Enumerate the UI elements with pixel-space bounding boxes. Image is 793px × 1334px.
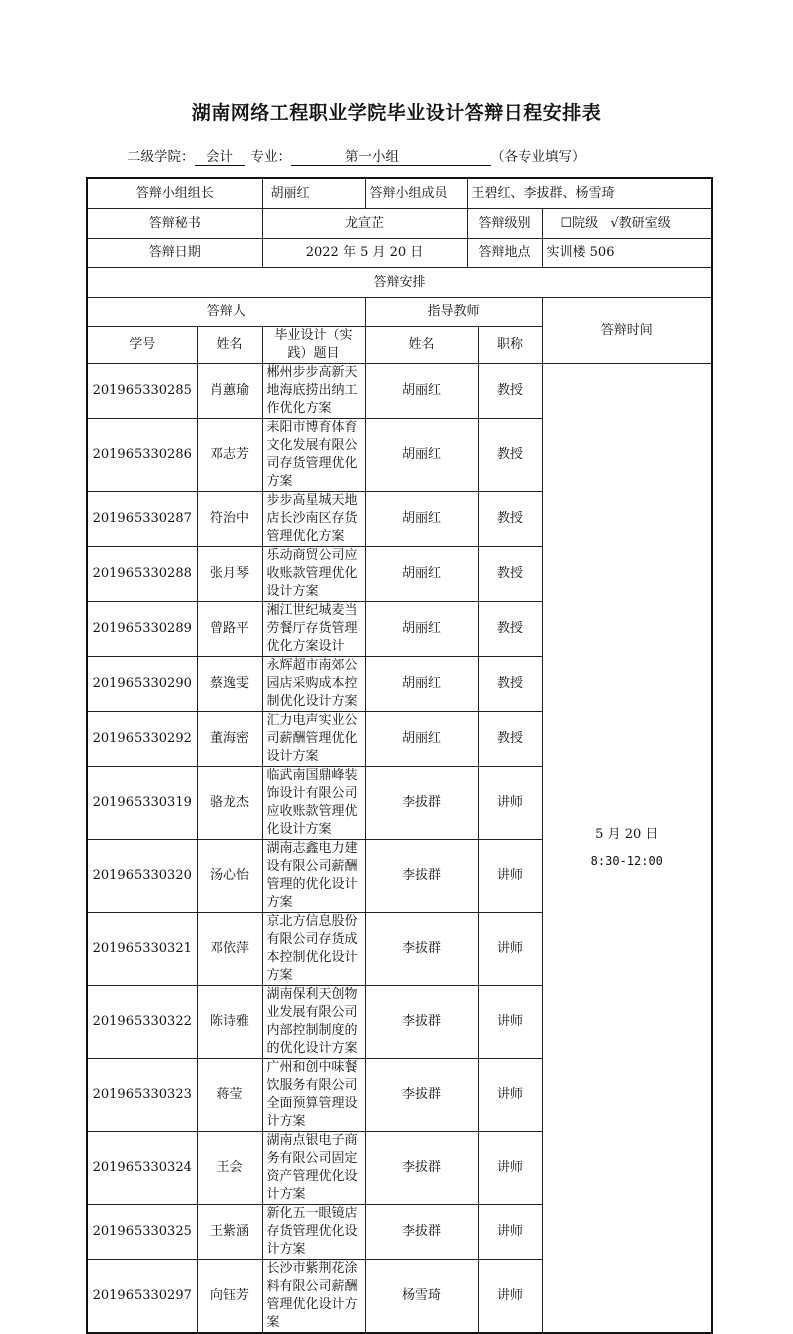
topic-cell: 郴州步步高新天地海底捞出纳工作优化方案 — [262, 364, 365, 419]
student-name-cell: 张月琴 — [197, 547, 262, 602]
header-info-line — [127, 145, 586, 166]
info-row-date — [87, 239, 712, 268]
student-name-cell: 骆龙杰 — [197, 767, 262, 840]
teacher-name-cell: 杨雪琦 — [365, 1260, 478, 1334]
teacher-title-cell: 讲师 — [478, 986, 542, 1059]
teacher-name-cell: 李拔群 — [365, 767, 478, 840]
defender-header: 答辩人 — [87, 298, 365, 327]
teacher-title-cell: 讲师 — [478, 1260, 542, 1334]
teacher-title-cell: 讲师 — [478, 1132, 542, 1205]
student-id-cell: 201965330324 — [87, 1132, 197, 1205]
teacher-title-cell: 教授 — [478, 547, 542, 602]
topic-cell: 耒阳市博育体育文化发展有限公司存货管理优化方案 — [262, 419, 365, 492]
student-name-cell: 邓依萍 — [197, 913, 262, 986]
teacher-title-cell: 教授 — [478, 492, 542, 547]
teacher-name-cell: 李拔群 — [365, 913, 478, 986]
student-id-cell: 201965330323 — [87, 1059, 197, 1132]
topic-cell: 汇力电声实业公司薪酬管理优化设计方案 — [262, 712, 365, 767]
topic-cell: 步步高星城天地店长沙南区存货管理优化方案 — [262, 492, 365, 547]
level-option-college: ☐院级 — [560, 215, 599, 231]
student-name-cell: 蔡逸雯 — [197, 657, 262, 712]
student-name-cell: 陈诗雅 — [197, 986, 262, 1059]
major-label: 专业： — [250, 149, 291, 165]
leader-label: 答辩小组组长 — [87, 178, 262, 209]
student-id-cell: 201965330325 — [87, 1205, 197, 1260]
time-header: 答辩时间 — [542, 298, 712, 364]
student-name-cell: 邓志芳 — [197, 419, 262, 492]
student-name-cell: 符治中 — [197, 492, 262, 547]
teacher-name-cell: 胡丽红 — [365, 602, 478, 657]
topic-cell: 湖南志鑫电力建设有限公司薪酬管理的优化设计方案 — [262, 840, 365, 913]
teacher-title-cell: 教授 — [478, 602, 542, 657]
secretary-value: 龙宣芷 — [262, 209, 467, 239]
teacher-title-cell: 讲师 — [478, 1059, 542, 1132]
place-value: 实训楼 506 — [542, 239, 712, 268]
topic-cell: 湖南保利天创物业发展有限公司内部控制制度的的优化设计方案 — [262, 986, 365, 1059]
teacher-title-cell: 教授 — [478, 419, 542, 492]
info-row-secretary — [87, 209, 712, 239]
topic-cell: 新化五一眼镜店存货管理优化设计方案 — [262, 1205, 365, 1260]
topic-cell: 临武南国鼎峰装饰设计有限公司应收账款管理优化设计方案 — [262, 767, 365, 840]
date-value: 2022 年 5 月 20 日 — [262, 239, 467, 268]
student-name-cell: 董海密 — [197, 712, 262, 767]
student-id-cell: 201965330290 — [87, 657, 197, 712]
student-id-cell: 201965330322 — [87, 986, 197, 1059]
teacher-name-cell: 李拔群 — [365, 1205, 478, 1260]
teacher-title-cell: 讲师 — [478, 767, 542, 840]
student-id-cell: 201965330320 — [87, 840, 197, 913]
student-id-cell: 201965330286 — [87, 419, 197, 492]
date-label: 答辩日期 — [87, 239, 262, 268]
teacher-name-cell: 李拔群 — [365, 986, 478, 1059]
defense-time-range: 8:30-12:00 — [590, 854, 663, 868]
student-name-cell: 王紫涵 — [197, 1205, 262, 1260]
student-id-cell: 201965330319 — [87, 767, 197, 840]
section-title: 答辩安排 — [87, 268, 712, 298]
secretary-label: 答辩秘书 — [87, 209, 262, 239]
teacher-name-cell: 胡丽红 — [365, 419, 478, 492]
defense-time-cell — [542, 364, 712, 1334]
members-value: 王碧红、李拔群、杨雪琦 — [467, 178, 712, 209]
topic-cell: 长沙市紫荆花涂料有限公司薪酬管理优化设计方案 — [262, 1260, 365, 1334]
teacher-name-cell: 胡丽红 — [365, 364, 478, 419]
student-id-cell: 201965330297 — [87, 1260, 197, 1334]
teacher-name-cell: 胡丽红 — [365, 712, 478, 767]
teacher-name-cell: 胡丽红 — [365, 547, 478, 602]
topic-cell: 乐动商贸公司应收账款管理优化设计方案 — [262, 547, 365, 602]
group-header-row — [87, 298, 712, 327]
student-name-cell: 肖蕙瑜 — [197, 364, 262, 419]
topic-cell: 广州和创中味餐饮服务有限公司全面预算管理设计方案 — [262, 1059, 365, 1132]
level-option-department: √教研室级 — [610, 215, 671, 231]
college-value: 会计 — [195, 150, 245, 166]
student-id-cell: 201965330321 — [87, 913, 197, 986]
info-row-leader — [87, 178, 712, 209]
col-header-topic: 毕业设计（实践）题目 — [262, 327, 365, 364]
teacher-header: 指导教师 — [365, 298, 542, 327]
college-label: 二级学院： — [127, 149, 195, 165]
teacher-name-cell: 李拔群 — [365, 1132, 478, 1205]
defense-date: 5 月 20 日 — [595, 827, 659, 842]
student-name-cell: 汤心怡 — [197, 840, 262, 913]
teacher-title-cell: 教授 — [478, 657, 542, 712]
fill-note: （各专业填写） — [491, 149, 586, 165]
student-name-cell: 曾路平 — [197, 602, 262, 657]
student-name-cell: 王会 — [197, 1132, 262, 1205]
leader-value: 胡丽红 — [262, 178, 365, 209]
teacher-title-cell: 教授 — [478, 712, 542, 767]
teacher-title-cell: 教授 — [478, 364, 542, 419]
teacher-title-cell: 讲师 — [478, 840, 542, 913]
col-header-name: 姓名 — [197, 327, 262, 364]
topic-cell: 湘江世纪城麦当劳餐厅存货管理优化方案设计 — [262, 602, 365, 657]
topic-cell: 永辉超市南郊公园店采购成本控制优化设计方案 — [262, 657, 365, 712]
major-value: 第一小组 — [291, 150, 491, 166]
teacher-name-cell: 胡丽红 — [365, 492, 478, 547]
student-id-cell: 201965330285 — [87, 364, 197, 419]
col-header-id: 学号 — [87, 327, 197, 364]
document-title: 湖南网络工程职业学院毕业设计答辩日程安排表 — [191, 102, 602, 124]
student-name-cell: 蒋莹 — [197, 1059, 262, 1132]
teacher-name-cell: 李拔群 — [365, 840, 478, 913]
col-header-teacher-name: 姓名 — [365, 327, 478, 364]
table-row — [87, 364, 712, 419]
student-id-cell: 201965330292 — [87, 712, 197, 767]
topic-cell: 湖南点银电子商务有限公司固定资产管理优化设计方案 — [262, 1132, 365, 1205]
section-title-row — [87, 268, 712, 298]
place-label: 答辩地点 — [467, 239, 542, 268]
student-id-cell: 201965330289 — [87, 602, 197, 657]
student-id-cell: 201965330288 — [87, 547, 197, 602]
topic-cell: 京北方信息股份有限公司存货成本控制优化设计方案 — [262, 913, 365, 986]
schedule-table — [86, 177, 713, 1334]
level-label: 答辩级别 — [467, 209, 542, 239]
student-id-cell: 201965330287 — [87, 492, 197, 547]
teacher-title-cell: 讲师 — [478, 913, 542, 986]
teacher-name-cell: 胡丽红 — [365, 657, 478, 712]
col-header-teacher-title: 职称 — [478, 327, 542, 364]
members-label: 答辩小组成员 — [365, 178, 467, 209]
student-name-cell: 向钰芳 — [197, 1260, 262, 1334]
teacher-title-cell: 讲师 — [478, 1205, 542, 1260]
teacher-name-cell: 李拔群 — [365, 1059, 478, 1132]
